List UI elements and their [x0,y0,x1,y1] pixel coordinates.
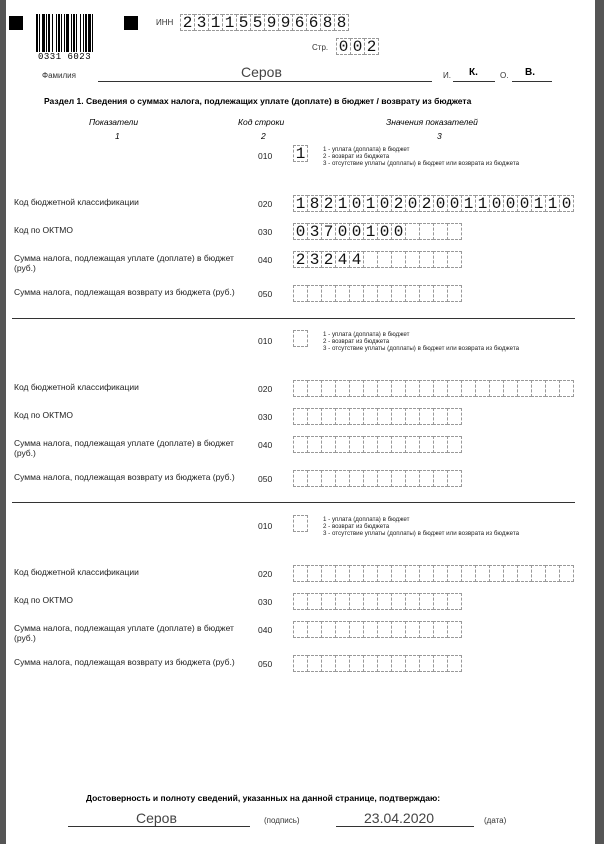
payment-type-field[interactable] [293,145,307,162]
digit-cell[interactable] [321,565,336,582]
digit-cell[interactable] [321,408,336,425]
option-1: 1 - уплата (доплата) в бюджет [323,331,410,338]
digit-cell[interactable] [377,621,392,638]
digit-cell[interactable] [363,593,378,610]
payment-type-field[interactable] [293,330,307,347]
digit-cell[interactable]: 0 [405,195,420,212]
digit-cell[interactable] [307,408,322,425]
digit-cell[interactable] [447,285,462,302]
digit-cell[interactable] [433,436,448,453]
digit-cell[interactable]: 6 [292,14,307,31]
digit-cell[interactable] [503,565,518,582]
digit-cell[interactable]: 2 [364,38,379,55]
digit-cell[interactable] [377,408,392,425]
digit-cell[interactable] [531,380,546,397]
row-label-pay: Сумма налога, подлежащая уплате (доплате) в бюджет (руб.) [14,253,234,273]
code-040: 040 [258,255,273,265]
code-040: 040 [258,625,273,635]
code-040: 040 [258,440,273,450]
digit-cell[interactable] [293,621,308,638]
digit-cell[interactable] [433,655,448,672]
digit-cell[interactable]: 2 [419,195,434,212]
option-1: 1 - уплата (доплата) в бюджет [323,146,410,153]
confirm-text: Достоверность и полноту сведений, указанных на данной странице, подтверждаю: [86,793,441,803]
barcode-number: 0331 6023 [38,52,92,62]
page-label: Стр. [312,43,329,52]
digit-cell[interactable] [335,408,350,425]
digit-cell[interactable] [293,593,308,610]
field-refund[interactable] [293,470,461,487]
code-050: 050 [258,659,273,669]
digit-cell[interactable] [335,655,350,672]
digit-cell[interactable] [349,408,364,425]
code-020: 020 [258,569,273,579]
field-kbk[interactable] [293,195,573,212]
digit-cell[interactable] [377,593,392,610]
field-pay[interactable] [293,251,461,268]
digit-cell[interactable] [293,565,308,582]
digit-cell[interactable] [349,436,364,453]
digit-cell[interactable] [335,380,350,397]
digit-cell[interactable]: 2 [293,251,308,268]
code-030: 030 [258,597,273,607]
digit-cell[interactable] [405,408,420,425]
digit-cell[interactable]: 1 [363,223,378,240]
option-3: 3 - отсутствие уплаты (доплаты) в бюджет или возврата из бюджета [323,530,520,537]
digit-cell[interactable] [321,593,336,610]
digit-cell[interactable] [293,330,308,347]
payment-type-field[interactable] [293,515,307,532]
digit-cell[interactable] [349,470,364,487]
digit-cell[interactable] [391,251,406,268]
digit-cell[interactable] [447,593,462,610]
digit-cell[interactable] [335,470,350,487]
digit-cell[interactable]: 7 [321,223,336,240]
surname-label: Фамилия [42,71,76,80]
digit-cell[interactable] [433,223,448,240]
digit-cell[interactable] [503,380,518,397]
digit-cell[interactable] [377,285,392,302]
digit-cell[interactable] [419,380,434,397]
digit-cell[interactable] [391,470,406,487]
initial-i-label: И. [443,71,451,80]
field-oktmo[interactable] [293,593,461,610]
digit-cell[interactable]: 0 [377,195,392,212]
digit-cell[interactable]: 0 [517,195,532,212]
inn-field[interactable] [180,14,348,31]
digit-cell[interactable] [405,565,420,582]
digit-cell[interactable] [293,408,308,425]
digit-cell[interactable] [419,621,434,638]
row-label-oktmo: Код по ОКТМО [14,225,73,235]
digit-cell[interactable] [405,251,420,268]
corner-marker-right [124,16,138,30]
field-kbk[interactable] [293,565,573,582]
digit-cell[interactable] [433,470,448,487]
digit-cell[interactable] [307,593,322,610]
field-refund[interactable] [293,285,461,302]
digit-cell[interactable] [419,285,434,302]
digit-cell[interactable] [321,621,336,638]
surname-value[interactable]: Серов [241,64,282,80]
section-title: Раздел 1. Сведения о суммах налога, подлежащих уплате (доплате) в бюджет / возврату из бюджета [44,96,472,106]
digit-cell[interactable] [447,408,462,425]
digit-cell[interactable] [559,565,574,582]
page-number-field[interactable] [336,38,378,55]
digit-cell[interactable] [307,470,322,487]
digit-cell[interactable]: 0 [559,195,574,212]
digit-cell[interactable] [349,593,364,610]
digit-cell[interactable] [419,223,434,240]
digit-cell[interactable] [321,380,336,397]
digit-cell[interactable] [405,470,420,487]
digit-cell[interactable]: 0 [293,223,308,240]
digit-cell[interactable] [447,223,462,240]
digit-cell[interactable] [461,565,476,582]
initial-o-value[interactable]: В. [525,67,535,78]
digit-cell[interactable] [405,593,420,610]
row-label-refund: Сумма налога, подлежащая возврату из бюджета (руб.) [14,657,235,667]
digit-cell[interactable] [405,621,420,638]
option-2: 2 - возврат из бюджета [323,338,390,345]
digit-cell[interactable]: 1 [293,145,308,162]
option-2: 2 - возврат из бюджета [323,523,390,530]
digit-cell[interactable] [349,565,364,582]
digit-cell[interactable] [363,380,378,397]
col-values: Значения показателей [386,117,478,127]
row-label-pay: Сумма налога, подлежащая уплате (доплате) в бюджет (руб.) [14,623,234,643]
digit-cell[interactable] [349,285,364,302]
digit-cell[interactable]: 2 [180,14,195,31]
col-indicators: Показатели [89,117,139,127]
code-050: 050 [258,289,273,299]
digit-cell[interactable] [377,470,392,487]
digit-cell[interactable] [391,408,406,425]
digit-cell[interactable] [391,655,406,672]
code-020: 020 [258,199,273,209]
signature-label: (подпись) [264,816,300,825]
digit-cell[interactable] [307,565,322,582]
digit-cell[interactable]: 1 [293,195,308,212]
digit-cell[interactable] [391,621,406,638]
digit-cell[interactable] [377,655,392,672]
digit-cell[interactable]: 0 [433,195,448,212]
digit-cell[interactable] [293,436,308,453]
digit-cell[interactable] [419,408,434,425]
digit-cell[interactable] [391,436,406,453]
initial-o-label: О. [500,71,509,80]
digit-cell[interactable] [447,436,462,453]
digit-cell[interactable] [293,515,308,532]
code-010: 010 [258,521,273,531]
digit-cell[interactable] [391,593,406,610]
digit-cell[interactable] [405,285,420,302]
row-label-refund: Сумма налога, подлежащая возврату из бюджета (руб.) [14,472,235,482]
code-010: 010 [258,336,273,346]
digit-cell[interactable] [419,565,434,582]
digit-cell[interactable] [363,408,378,425]
digit-cell[interactable] [475,380,490,397]
digit-cell[interactable]: 1 [461,195,476,212]
digit-cell[interactable] [447,470,462,487]
row-label-kbk: Код бюджетной классификации [14,567,139,577]
code-030: 030 [258,227,273,237]
digit-cell[interactable] [433,621,448,638]
option-2: 2 - возврат из бюджета [323,153,390,160]
field-oktmo[interactable] [293,408,461,425]
digit-cell[interactable]: 0 [489,195,504,212]
digit-cell[interactable] [307,285,322,302]
field-pay[interactable] [293,436,461,453]
digit-cell[interactable]: 1 [545,195,560,212]
digit-cell[interactable]: 8 [320,14,335,31]
digit-cell[interactable] [335,565,350,582]
digit-cell[interactable] [363,621,378,638]
digit-cell[interactable] [293,470,308,487]
digit-cell[interactable]: 0 [503,195,518,212]
digit-cell[interactable] [335,621,350,638]
digit-cell[interactable] [475,565,490,582]
digit-cell[interactable] [433,251,448,268]
digit-cell[interactable] [363,436,378,453]
row-label-kbk: Код бюджетной классификации [14,197,139,207]
digit-cell[interactable] [489,380,504,397]
digit-cell[interactable] [405,223,420,240]
digit-cell[interactable] [461,380,476,397]
digit-cell[interactable] [419,593,434,610]
digit-cell[interactable]: 0 [350,38,365,55]
digit-cell[interactable] [293,380,308,397]
digit-cell[interactable] [321,285,336,302]
digit-cell[interactable] [377,565,392,582]
col-num-1: 1 [115,131,120,141]
digit-cell[interactable] [447,565,462,582]
digit-cell[interactable] [405,436,420,453]
field-refund[interactable] [293,655,461,672]
col-num-3: 3 [437,131,442,141]
digit-cell[interactable]: 3 [194,14,209,31]
digit-cell[interactable] [489,565,504,582]
code-050: 050 [258,474,273,484]
digit-cell[interactable]: 2 [321,251,336,268]
signature-value[interactable]: Серов [136,810,177,826]
digit-cell[interactable] [531,565,546,582]
digit-cell[interactable] [517,380,532,397]
digit-cell[interactable] [419,470,434,487]
code-020: 020 [258,384,273,394]
digit-cell[interactable] [293,285,308,302]
digit-cell[interactable] [307,436,322,453]
digit-cell[interactable]: 2 [391,195,406,212]
digit-cell[interactable] [405,380,420,397]
option-1: 1 - уплата (доплата) в бюджет [323,516,410,523]
digit-cell[interactable]: 4 [335,251,350,268]
date-value[interactable]: 23.04.2020 [364,810,435,826]
digit-cell[interactable] [447,380,462,397]
digit-cell[interactable] [321,436,336,453]
digit-cell[interactable] [321,470,336,487]
digit-cell[interactable]: 1 [531,195,546,212]
digit-cell[interactable]: 1 [222,14,237,31]
option-3: 3 - отсутствие уплаты (доплаты) в бюджет или возврата из бюджета [323,160,520,167]
digit-cell[interactable]: 9 [278,14,293,31]
digit-cell[interactable] [335,436,350,453]
digit-cell[interactable] [433,565,448,582]
initial-i-value[interactable]: К. [469,67,478,78]
digit-cell[interactable] [419,436,434,453]
digit-cell[interactable] [363,470,378,487]
digit-cell[interactable] [433,380,448,397]
digit-cell[interactable] [335,593,350,610]
digit-cell[interactable]: 1 [363,195,378,212]
digit-cell[interactable] [419,251,434,268]
code-010: 010 [258,151,273,161]
field-oktmo[interactable] [293,223,461,240]
digit-cell[interactable] [377,436,392,453]
digit-cell[interactable] [377,251,392,268]
digit-cell[interactable] [363,565,378,582]
code-030: 030 [258,412,273,422]
field-kbk[interactable] [293,380,573,397]
digit-cell[interactable]: 0 [447,195,462,212]
corner-marker-left [9,16,23,30]
digit-cell[interactable] [517,565,532,582]
digit-cell[interactable] [349,380,364,397]
digit-cell[interactable]: 3 [307,251,322,268]
digit-cell[interactable]: 0 [335,223,350,240]
digit-cell[interactable] [349,621,364,638]
digit-cell[interactable]: 0 [349,223,364,240]
col-code: Код строки [238,117,285,127]
digit-cell[interactable]: 3 [307,223,322,240]
digit-cell[interactable] [349,655,364,672]
digit-cell[interactable] [433,593,448,610]
digit-cell[interactable] [321,655,336,672]
digit-cell[interactable] [307,621,322,638]
row-label-refund: Сумма налога, подлежащая возврату из бюджета (руб.) [14,287,235,297]
digit-cell[interactable] [307,380,322,397]
digit-cell[interactable] [335,285,350,302]
digit-cell[interactable]: 8 [307,195,322,212]
digit-cell[interactable]: 9 [264,14,279,31]
tax-form-page [6,0,595,844]
digit-cell[interactable] [363,285,378,302]
digit-cell[interactable] [447,621,462,638]
digit-cell[interactable] [391,285,406,302]
digit-cell[interactable]: 2 [321,195,336,212]
date-label: (дата) [484,816,507,825]
digit-cell[interactable] [545,380,560,397]
digit-cell[interactable]: 5 [250,14,265,31]
digit-cell[interactable]: 0 [391,223,406,240]
digit-cell[interactable]: 0 [336,38,351,55]
digit-cell[interactable]: 6 [306,14,321,31]
digit-cell[interactable]: 0 [349,195,364,212]
digit-cell[interactable]: 1 [475,195,490,212]
digit-cell[interactable] [433,408,448,425]
row-label-oktmo: Код по ОКТМО [14,410,73,420]
inn-label: ИНН [156,18,174,27]
row-label-oktmo: Код по ОКТМО [14,595,73,605]
digit-cell[interactable]: 8 [334,14,349,31]
digit-cell[interactable] [363,251,378,268]
col-num-2: 2 [261,131,266,141]
digit-cell[interactable] [391,380,406,397]
digit-cell[interactable] [405,655,420,672]
field-pay[interactable] [293,621,461,638]
digit-cell[interactable] [377,380,392,397]
digit-cell[interactable]: 1 [208,14,223,31]
digit-cell[interactable] [419,655,434,672]
digit-cell[interactable] [545,565,560,582]
digit-cell[interactable] [363,655,378,672]
digit-cell[interactable] [447,655,462,672]
row-label-kbk: Код бюджетной классификации [14,382,139,392]
digit-cell[interactable] [447,251,462,268]
digit-cell[interactable] [293,655,308,672]
digit-cell[interactable] [433,285,448,302]
digit-cell[interactable]: 0 [377,223,392,240]
row-label-pay: Сумма налога, подлежащая уплате (доплате) в бюджет (руб.) [14,438,234,458]
digit-cell[interactable]: 1 [335,195,350,212]
option-3: 3 - отсутствие уплаты (доплаты) в бюджет или возврата из бюджета [323,345,520,352]
digit-cell[interactable] [559,380,574,397]
digit-cell[interactable] [307,655,322,672]
digit-cell[interactable]: 4 [349,251,364,268]
digit-cell[interactable]: 5 [236,14,251,31]
digit-cell[interactable] [391,565,406,582]
